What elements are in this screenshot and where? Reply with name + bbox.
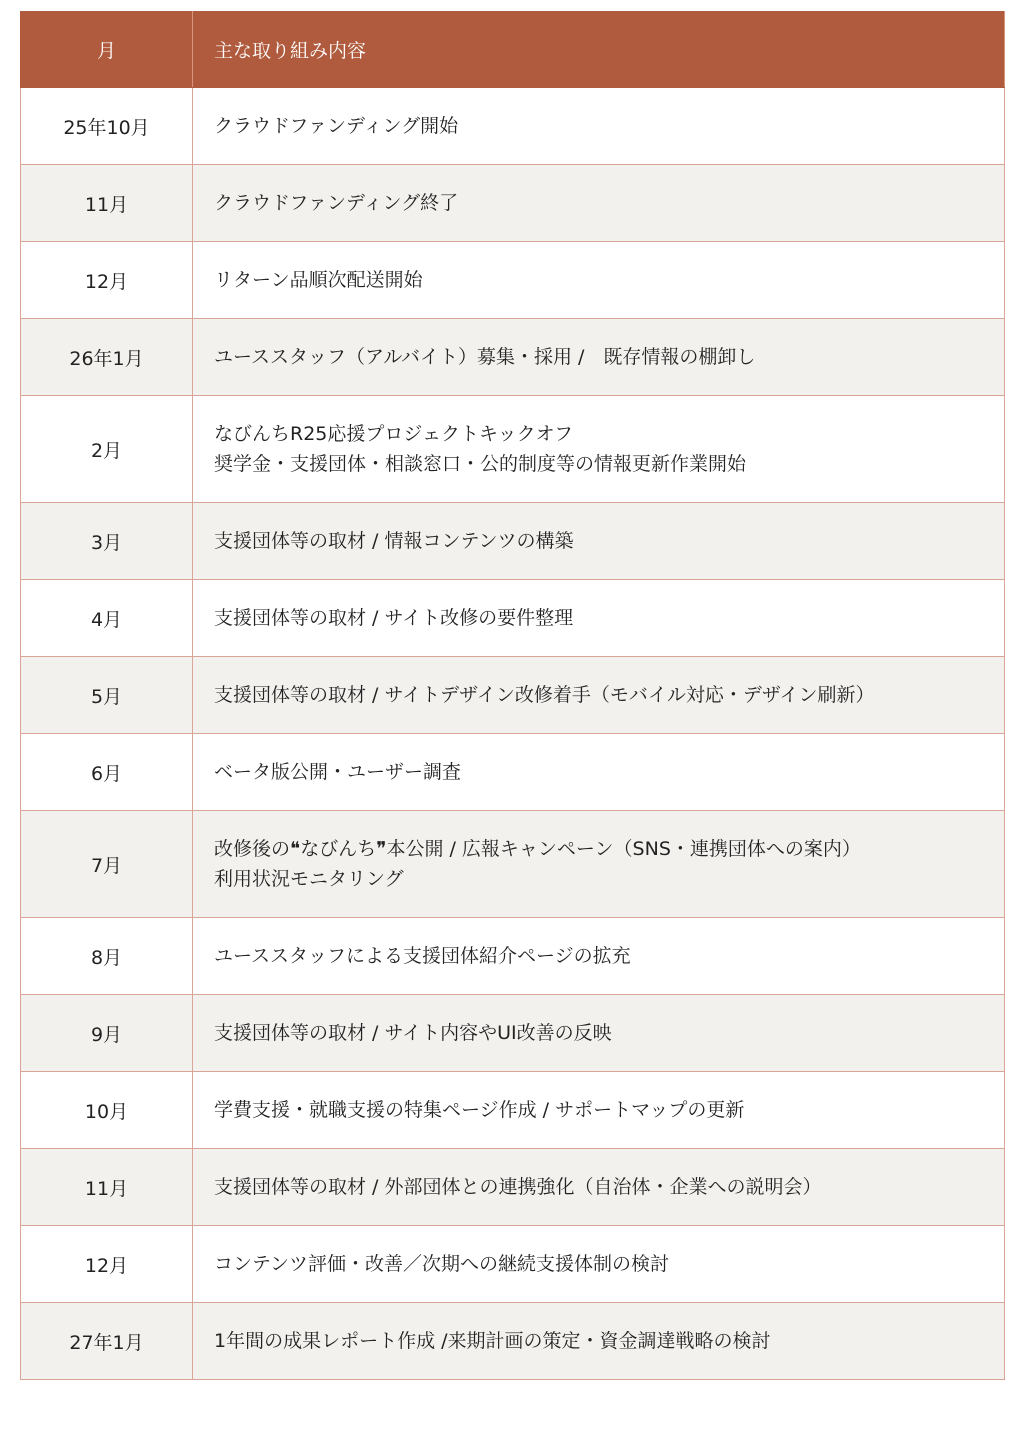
month-cell: 4月 (21, 580, 193, 657)
table-row (21, 995, 1005, 1072)
content-line: ベータ版公開・ユーザー調査 (214, 761, 462, 783)
month-cell: 10月 (21, 1072, 193, 1149)
month-cell: 27年1月 (21, 1303, 193, 1380)
content-cell (193, 396, 1005, 503)
header-month: 月 (21, 12, 193, 88)
content-line: コンテンツ評価・改善／次期への継続支援体制の検討 (214, 1253, 670, 1275)
table-row (21, 657, 1005, 734)
content-line: 支援団体等の取材 / サイト内容やUI改善の反映 (214, 1022, 612, 1044)
month-cell: 11月 (21, 165, 193, 242)
content-cell (193, 319, 1005, 396)
table-row (21, 580, 1005, 657)
month-cell: 7月 (21, 811, 193, 918)
table-row (21, 1303, 1005, 1380)
content-line: 学費支援・就職支援の特集ページ作成 / サポートマップの更新 (214, 1099, 745, 1121)
schedule-table (20, 11, 1005, 1380)
content-line: クラウドファンディング終了 (214, 192, 459, 214)
month-cell: 25年10月 (21, 88, 193, 165)
month-cell: 12月 (21, 242, 193, 319)
content-cell (193, 1303, 1005, 1380)
month-cell: 2月 (21, 396, 193, 503)
content-cell (193, 657, 1005, 734)
month-cell: 12月 (21, 1226, 193, 1303)
table-row (21, 918, 1005, 995)
content-line: リターン品順次配送開始 (214, 269, 423, 291)
table-row (21, 1149, 1005, 1226)
content-cell (193, 503, 1005, 580)
content-line: 利用状況モニタリング (214, 868, 404, 890)
table-body (21, 88, 1005, 1380)
month-cell: 6月 (21, 734, 193, 811)
month-cell: 8月 (21, 918, 193, 995)
content-cell (193, 811, 1005, 918)
month-cell: 3月 (21, 503, 193, 580)
content-cell (193, 165, 1005, 242)
month-cell: 11月 (21, 1149, 193, 1226)
table-row (21, 1072, 1005, 1149)
content-cell (193, 1149, 1005, 1226)
month-cell: 26年1月 (21, 319, 193, 396)
month-cell: 5月 (21, 657, 193, 734)
content-line: ユーススタッフによる支援団体紹介ページの拡充 (214, 945, 631, 967)
content-cell (193, 88, 1005, 165)
table-row (21, 503, 1005, 580)
table-row (21, 242, 1005, 319)
content-cell (193, 242, 1005, 319)
table-header (21, 12, 1005, 88)
content-line: 支援団体等の取材 / 外部団体との連携強化（自治体・企業への説明会） (214, 1176, 822, 1198)
content-line: なびんちR25応援プロジェクトキックオフ (214, 423, 574, 445)
table-row (21, 811, 1005, 918)
content-line: 支援団体等の取材 / サイト改修の要件整理 (214, 607, 574, 629)
content-line: 改修後の❝なびんち❞本公開 / 広報キャンペーン（SNS・連携団体への案内） (214, 838, 861, 860)
content-line: ユーススタッフ（アルバイト）募集・採用 / 既存情報の棚卸し (214, 346, 756, 368)
table-row (21, 396, 1005, 503)
table-row (21, 319, 1005, 396)
month-cell: 9月 (21, 995, 193, 1072)
table-row (21, 1226, 1005, 1303)
content-line: 支援団体等の取材 / サイトデザイン改修着手（モバイル対応・デザイン刷新） (214, 684, 875, 706)
content-cell (193, 995, 1005, 1072)
content-cell (193, 580, 1005, 657)
content-cell (193, 1072, 1005, 1149)
content-line: 奨学金・支援団体・相談窓口・公的制度等の情報更新作業開始 (214, 453, 747, 475)
table-row (21, 88, 1005, 165)
header-row (21, 12, 1005, 88)
content-cell (193, 734, 1005, 811)
content-line: 1年間の成果レポート作成 /来期計画の策定・資金調達戦略の検討 (214, 1330, 771, 1352)
content-cell (193, 1226, 1005, 1303)
content-line: 支援団体等の取材 / 情報コンテンツの構築 (214, 530, 574, 552)
content-cell (193, 918, 1005, 995)
table-row (21, 734, 1005, 811)
header-content: 主な取り組み内容 (193, 12, 1005, 88)
table-row (21, 165, 1005, 242)
content-line: クラウドファンディング開始 (214, 115, 459, 137)
